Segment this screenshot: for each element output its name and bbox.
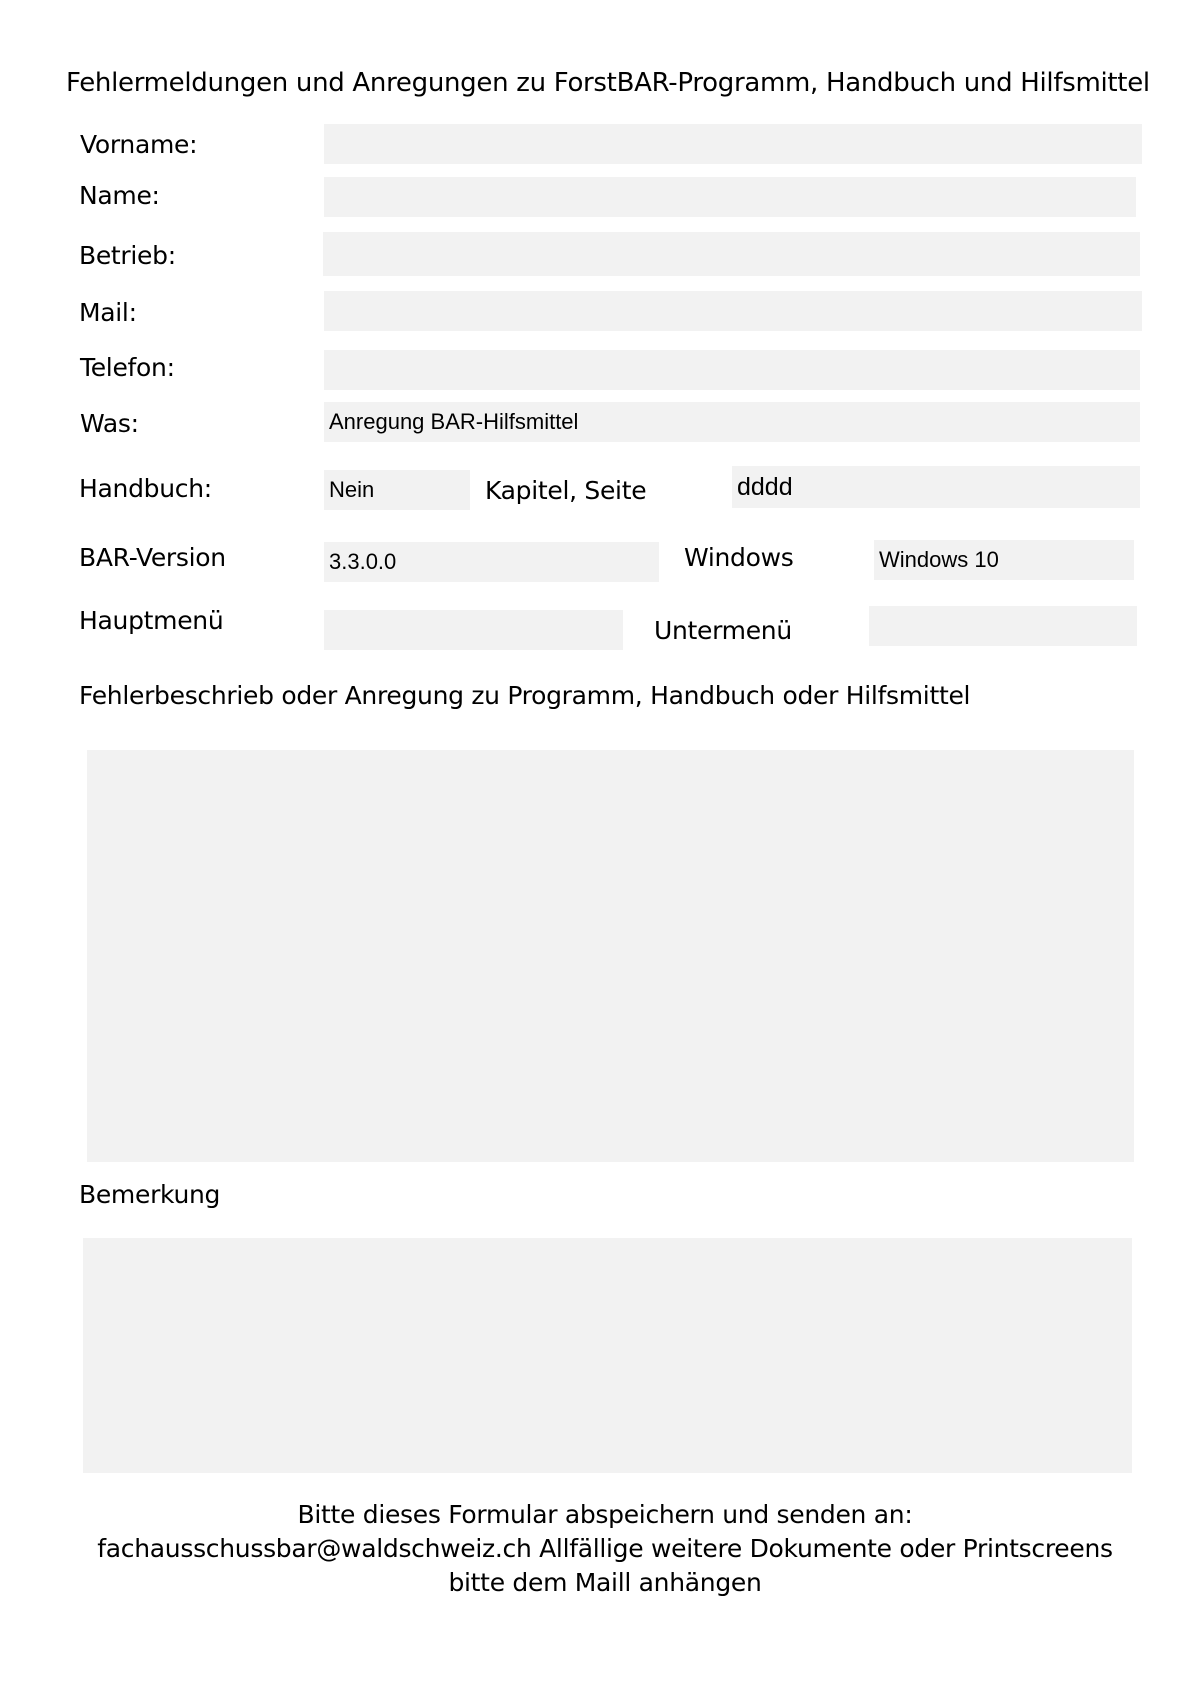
bar-version-label: BAR-Version bbox=[79, 543, 226, 572]
mail-field[interactable] bbox=[324, 291, 1142, 331]
betrieb-field[interactable] bbox=[323, 232, 1140, 276]
footer-note bbox=[60, 1498, 1150, 1600]
windows-select[interactable]: Windows 10 bbox=[874, 540, 1134, 580]
form-title: Fehlermeldungen und Anregungen zu ForstBAR-Programm, Handbuch und Hilfsmittel bbox=[66, 68, 1150, 98]
telefon-label: Telefon: bbox=[80, 353, 175, 382]
windows-label: Windows bbox=[684, 543, 794, 572]
telefon-field[interactable] bbox=[324, 350, 1140, 390]
name-label: Name: bbox=[79, 181, 160, 210]
fehlerbeschrieb-label: Fehlerbeschrieb oder Anregung zu Programm, Handbuch oder Hilfsmittel bbox=[79, 681, 971, 710]
handbuch-label: Handbuch: bbox=[79, 474, 212, 503]
kapitel-seite-field[interactable]: dddd bbox=[732, 466, 1140, 508]
vorname-field[interactable] bbox=[324, 124, 1142, 164]
hauptmenu-field[interactable] bbox=[324, 610, 623, 650]
handbuch-select[interactable]: Nein bbox=[324, 470, 470, 510]
was-label: Was: bbox=[80, 409, 139, 438]
kapitel-seite-label: Kapitel, Seite bbox=[485, 476, 647, 505]
bemerkung-label: Bemerkung bbox=[79, 1180, 221, 1209]
footer-line-3: bitte dem Maill anhängen bbox=[448, 1568, 762, 1597]
betrieb-label: Betrieb: bbox=[79, 241, 176, 270]
fehlerbeschrieb-textarea[interactable] bbox=[87, 750, 1134, 1162]
hauptmenu-label: Hauptmenü bbox=[79, 606, 224, 635]
untermenu-label: Untermenü bbox=[654, 616, 792, 645]
mail-label: Mail: bbox=[79, 298, 137, 327]
footer-line-1: Bitte dieses Formular abspeichern und senden an: bbox=[297, 1500, 913, 1529]
vorname-label: Vorname: bbox=[80, 130, 198, 159]
bemerkung-textarea[interactable] bbox=[83, 1238, 1132, 1473]
was-select[interactable]: Anregung BAR-Hilfsmittel bbox=[324, 402, 1140, 442]
footer-line-2: fachausschussbar@waldschweiz.ch Allfällige weitere Dokumente oder Printscreens bbox=[97, 1534, 1113, 1563]
untermenu-field[interactable] bbox=[869, 606, 1137, 646]
name-field[interactable] bbox=[324, 177, 1136, 217]
bar-version-field[interactable]: 3.3.0.0 bbox=[324, 542, 659, 582]
